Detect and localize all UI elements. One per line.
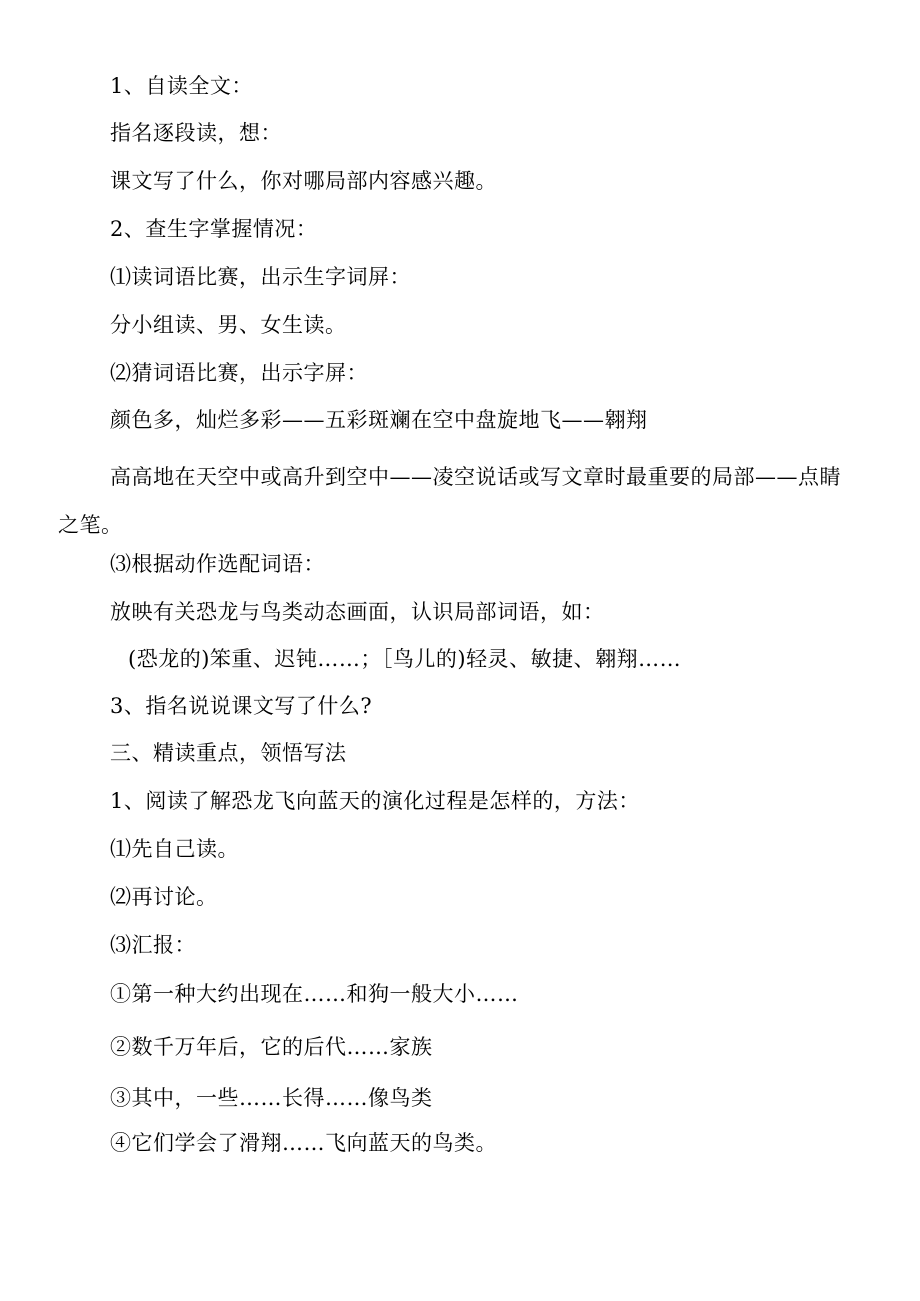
text-line: ⑵再讨论。 [110, 885, 218, 909]
text-line: (恐龙的)笨重、迟钝……；［鸟儿的)轻灵、敏捷、翱翔…… [128, 647, 682, 671]
text-line: ②数千万年后，它的后代……家族 [110, 1035, 433, 1059]
text-line: 分小组读、男、女生读。 [110, 313, 347, 337]
text-line: ⑵猜词语比赛，出示字屏： [110, 361, 368, 385]
text-line: 课文写了什么，你对哪局部内容感兴趣。 [110, 169, 497, 193]
text-line: 颜色多，灿烂多彩——五彩斑斓在空中盘旋地飞——翱翔 [110, 408, 648, 432]
text-line: 3、指名说说课文写了什么? [110, 694, 373, 718]
text-line: ⑴读词语比赛，出示生字词屏： [110, 265, 411, 289]
text-line: ⑶根据动作选配词语： [110, 552, 325, 576]
text-line: ①第一种大约出现在……和狗一般大小…… [110, 982, 519, 1006]
text-line: ④它们学会了滑翔……飞向蓝天的鸟类。 [110, 1131, 497, 1155]
text-line: ⑶汇报： [110, 933, 196, 957]
text-line: 1、阅读了解恐龙飞向蓝天的演化过程是怎样的，方法： [110, 789, 640, 813]
text-line: ⑴先自己读。 [110, 837, 239, 861]
text-line: 2、查生字掌握情况： [110, 217, 318, 241]
text-line: 三、精读重点，领悟写法 [110, 741, 347, 765]
text-line: ③其中，一些……长得……像鸟类 [110, 1086, 433, 1110]
text-line: 放映有关恐龙与鸟类动态画面，认识局部词语，如： [110, 600, 605, 624]
text-line-wrapped: 高高地在天空中或高升到空中——凌空说话或写文章时最重要的局部——点睛之笔。 [58, 465, 841, 537]
text-line: 1、自读全文： [110, 74, 253, 98]
text-line: 指名逐段读，想： [110, 121, 282, 145]
